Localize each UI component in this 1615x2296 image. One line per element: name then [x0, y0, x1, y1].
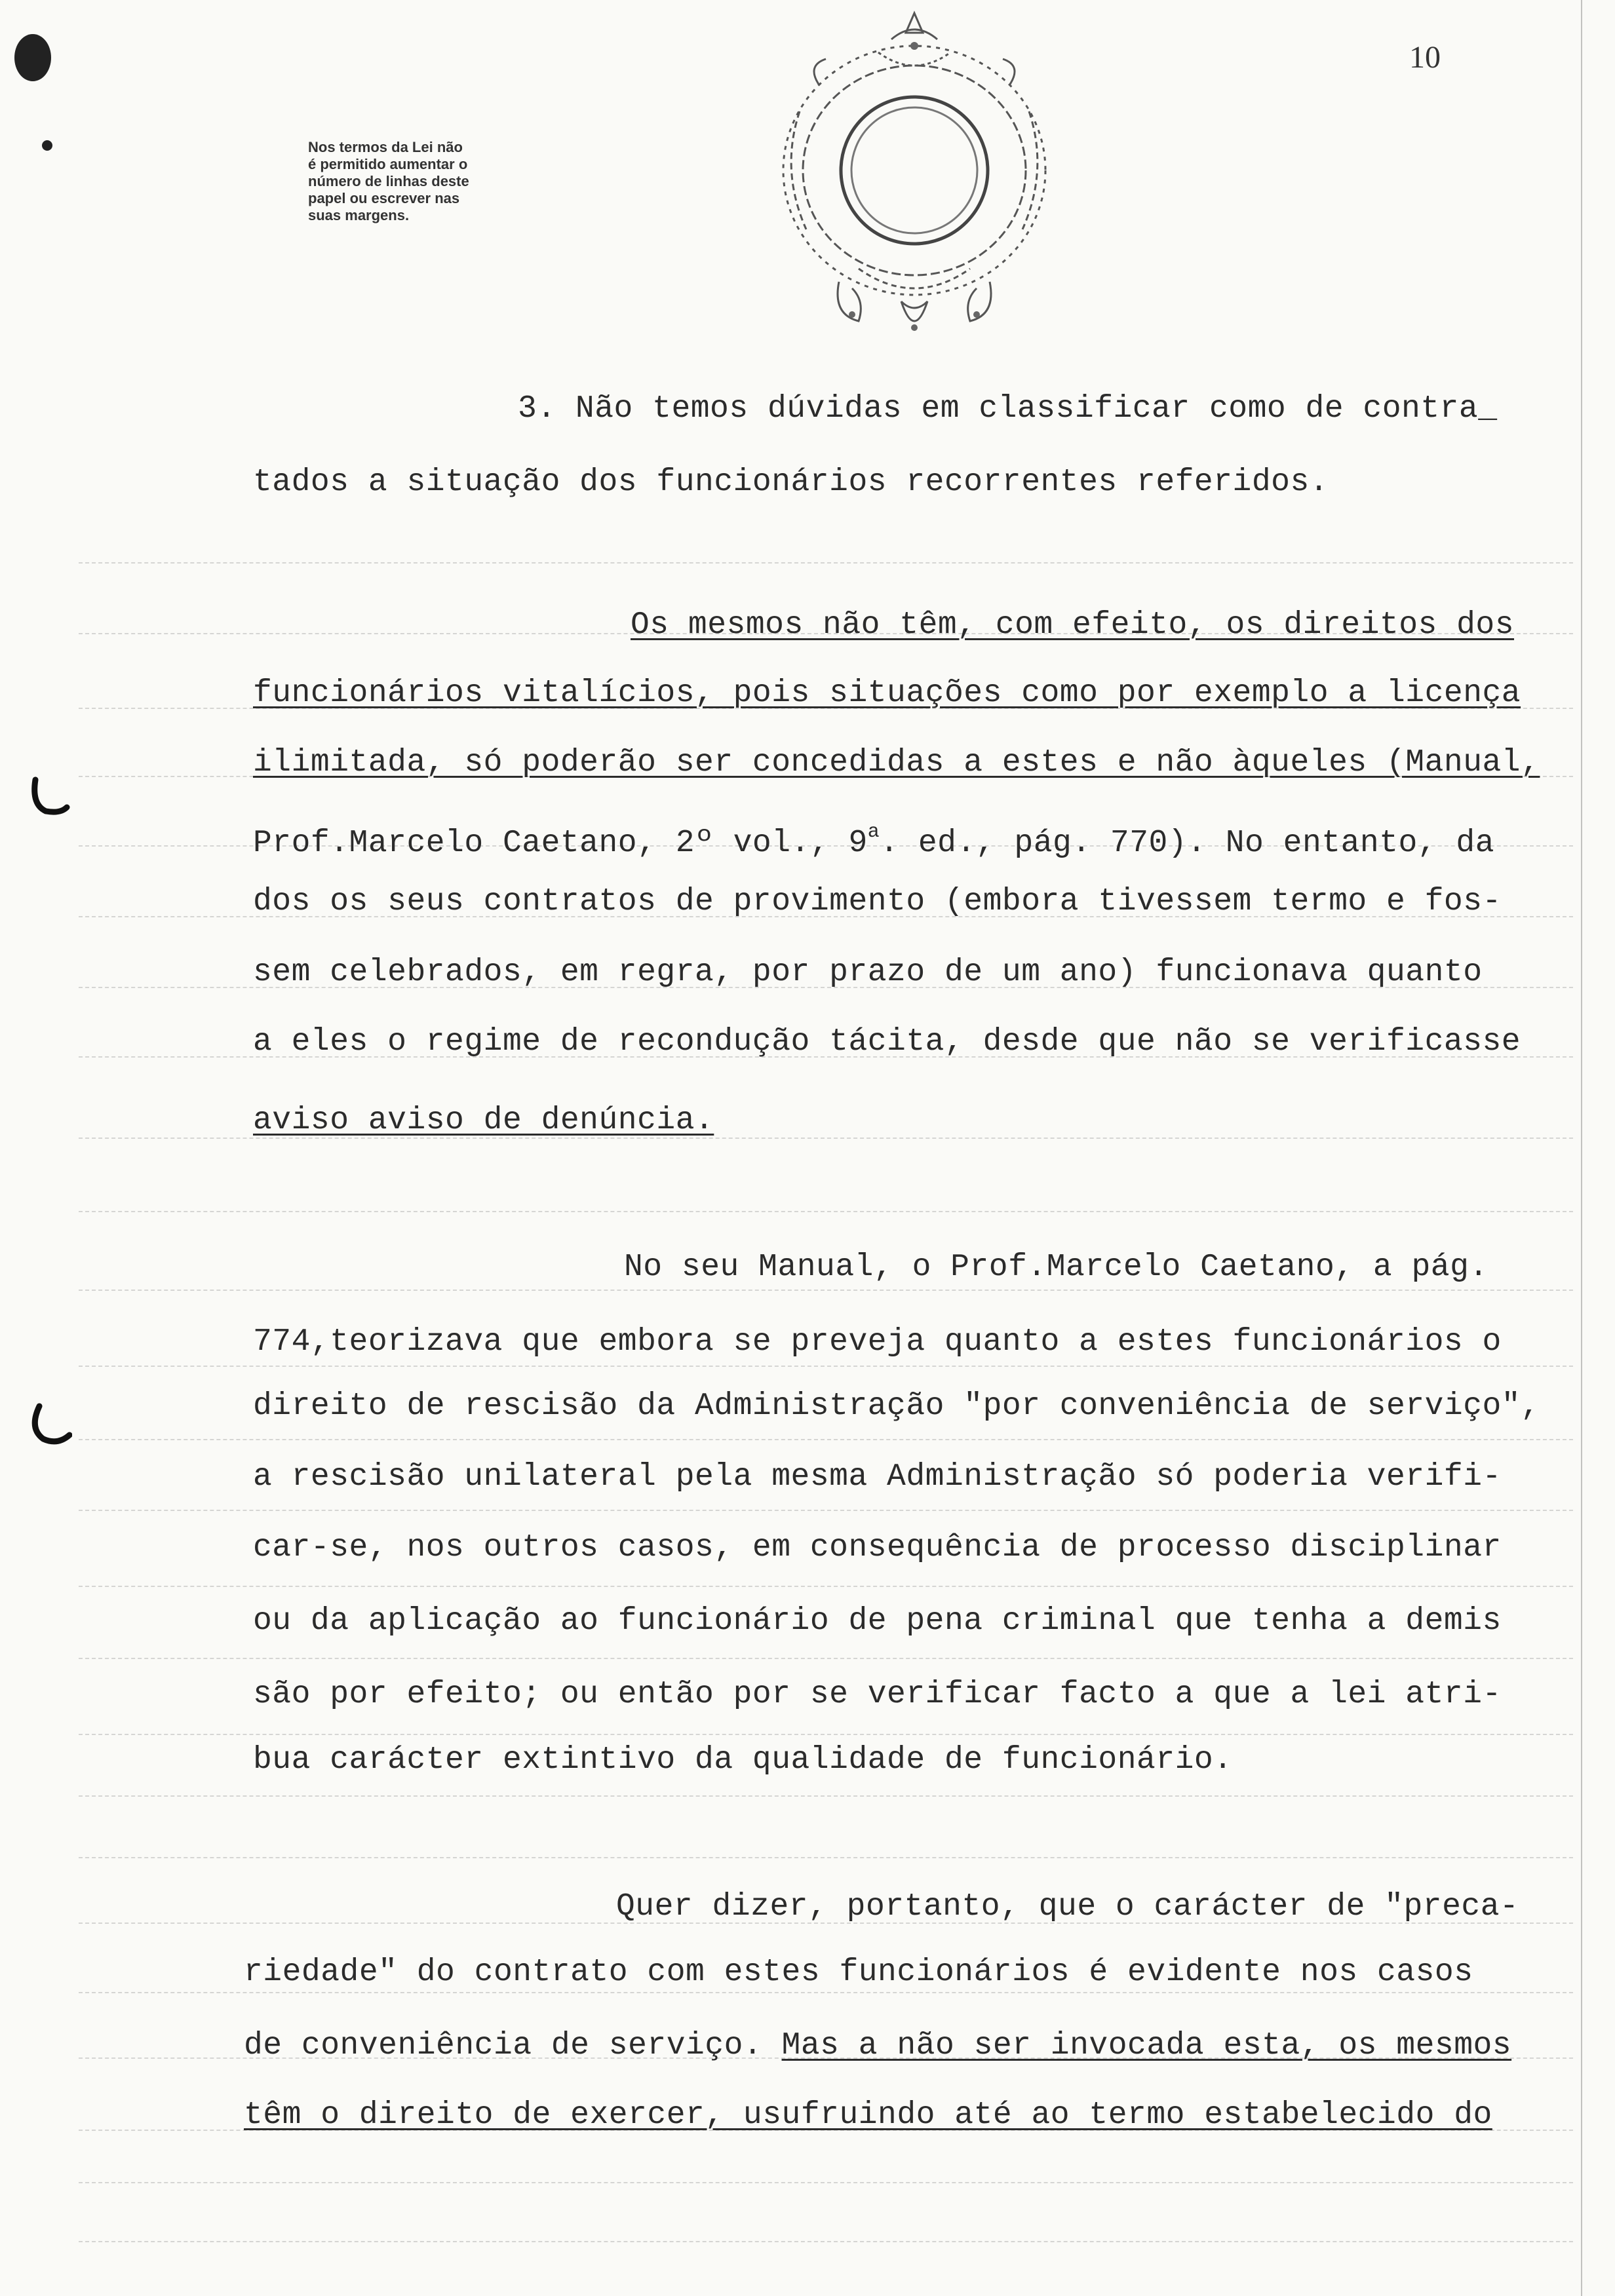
- text-line: têm o direito de exercer, usufruindo até ao termo estabelecido do: [244, 2097, 1492, 2133]
- text-line: dos os seus contratos de provimento (embora tivessem termo e fos-: [253, 884, 1502, 919]
- text-segment: de conveniência de serviço.: [244, 2028, 782, 2063]
- superscript: a: [867, 821, 880, 843]
- right-margin-rule: [1581, 0, 1582, 2296]
- text-line: [244, 2027, 1511, 2064]
- text-line: 3. Não temos dúvidas em classificar como de contra_: [518, 391, 1498, 427]
- text-segment: . ed., pág. 770). No entanto, da: [880, 826, 1495, 861]
- text-line: Os mesmos não têm, com efeito, os direitos dos: [631, 607, 1515, 643]
- notice-line: papel ou escrever nas: [308, 190, 460, 206]
- coat-of-arms-seal-icon: [760, 7, 1068, 347]
- text-line: Quer dizer, portanto, que o carácter de "preca-: [616, 1889, 1519, 1924]
- text-line: são por efeito; ou então por se verificar facto a que a lei atri-: [253, 1677, 1502, 1712]
- text-line: riedade" do contrato com estes funcionários é evidente nos casos: [244, 1955, 1473, 1990]
- text-line: 774,teorizava que embora se preveja quanto a estes funcionários o: [253, 1324, 1502, 1360]
- text-line: tados a situação dos funcionários recorrentes referidos.: [253, 465, 1329, 500]
- text-line: direito de rescisão da Administração "por conveniência de serviço",: [253, 1388, 1540, 1424]
- text-line: No seu Manual, o Prof.Marcelo Caetano, a pág.: [624, 1250, 1489, 1285]
- text-line: a eles o regime de recondução tácita, desde que não se verificasse: [253, 1024, 1521, 1060]
- text-line: a rescisão unilateral pela mesma Administração só poderia verifi-: [253, 1459, 1502, 1495]
- page-number: 10: [1409, 40, 1441, 75]
- paper-notice: [308, 139, 570, 224]
- scan-dot: [42, 140, 52, 151]
- underlined-text: Mas a não ser invocada esta, os mesmos: [781, 2028, 1512, 2063]
- scan-blot: [14, 34, 51, 81]
- notice-line: é permitido aumentar o: [308, 156, 468, 172]
- text-line: ilimitada, só poderão ser concedidas a estes e não àqueles (Manual,: [253, 745, 1540, 780]
- text-line: aviso aviso de denúncia.: [253, 1103, 714, 1138]
- text-segment: Prof.Marcelo Caetano, 2º vol., 9: [253, 826, 868, 861]
- binder-hole-mark: [26, 1402, 72, 1448]
- notice-line: suas margens.: [308, 207, 410, 223]
- notice-line: Nos termos da Lei não: [308, 139, 463, 155]
- text-line: car-se, nos outros casos, em consequência de processo disciplinar: [253, 1530, 1502, 1565]
- text-line: [253, 814, 1494, 862]
- notice-line: número de linhas deste: [308, 173, 469, 189]
- binder-hole-mark: [26, 773, 72, 819]
- text-line: bua carácter extintivo da qualidade de funcionário.: [253, 1742, 1233, 1778]
- text-line: sem celebrados, em regra, por prazo de um ano) funcionava quanto: [253, 955, 1483, 990]
- text-line: ou da aplicação ao funcionário de pena criminal que tenha a demis: [253, 1603, 1502, 1639]
- text-line: funcionários vitalícios, pois situações como por exemplo a licença: [253, 676, 1521, 711]
